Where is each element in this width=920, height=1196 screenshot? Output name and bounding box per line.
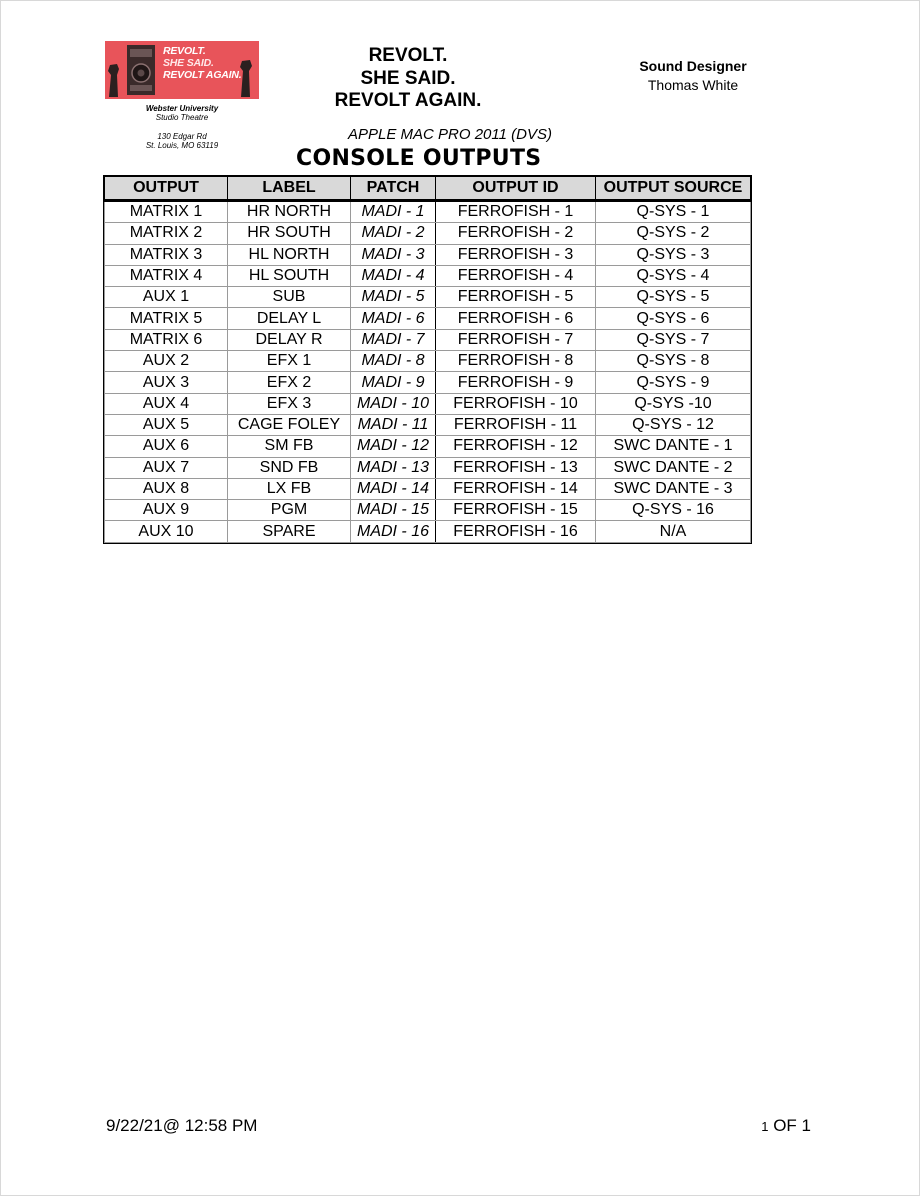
cell-label: LX FB xyxy=(228,478,351,499)
designer-role: Sound Designer xyxy=(639,58,747,74)
footer-timestamp: 9/22/21@ 12:58 PM xyxy=(106,1116,258,1135)
cell-output-id: FERROFISH - 4 xyxy=(436,265,596,286)
show-logo xyxy=(105,41,259,99)
cell-output-id: FERROFISH - 2 xyxy=(436,223,596,244)
cell-output-id: FERROFISH - 11 xyxy=(436,414,596,435)
cell-patch: MADI - 16 xyxy=(351,521,436,542)
table-row xyxy=(105,457,751,478)
table-row xyxy=(105,478,751,499)
table-row xyxy=(105,351,751,372)
cell-output-source: Q-SYS - 2 xyxy=(596,223,751,244)
table-row xyxy=(105,265,751,286)
header-output-id: OUTPUT ID xyxy=(436,177,596,201)
page-current: 1 xyxy=(761,1119,769,1134)
cell-output: AUX 10 xyxy=(105,521,228,542)
cell-label: SUB xyxy=(228,287,351,308)
table-row xyxy=(105,393,751,414)
venue-address-line1: 130 Edgar Rd xyxy=(157,132,207,141)
cell-output-source: Q-SYS - 8 xyxy=(596,351,751,372)
cell-output: MATRIX 2 xyxy=(105,223,228,244)
cell-label: HR NORTH xyxy=(228,201,351,223)
show-title-line-3: REVOLT AGAIN. xyxy=(334,90,482,111)
cell-output: AUX 5 xyxy=(105,414,228,435)
cell-label: EFX 3 xyxy=(228,393,351,414)
table-row xyxy=(105,329,751,350)
cell-output: MATRIX 1 xyxy=(105,201,228,223)
table-row xyxy=(105,521,751,542)
cell-patch: MADI - 5 xyxy=(351,287,436,308)
cell-output-id: FERROFISH - 15 xyxy=(436,500,596,521)
show-title-line-2: SHE SAID. xyxy=(360,67,456,89)
cell-patch: MADI - 4 xyxy=(351,265,436,286)
logo-line-1: REVOLT. xyxy=(163,45,206,57)
cell-label: EFX 1 xyxy=(228,351,351,372)
cell-output-source: Q-SYS - 9 xyxy=(596,372,751,393)
table-row xyxy=(105,372,751,393)
cell-patch: MADI - 7 xyxy=(351,329,436,350)
console-outputs-table xyxy=(104,176,751,543)
designer-block xyxy=(600,57,786,95)
cell-label: EFX 2 xyxy=(228,372,351,393)
cell-output-id: FERROFISH - 3 xyxy=(436,244,596,265)
cell-patch: MADI - 8 xyxy=(351,351,436,372)
cell-output: AUX 7 xyxy=(105,457,228,478)
show-title xyxy=(298,45,518,113)
cell-output-id: FERROFISH - 12 xyxy=(436,436,596,457)
cell-label: HL NORTH xyxy=(228,244,351,265)
table-row xyxy=(105,287,751,308)
table-row xyxy=(105,223,751,244)
cell-output: AUX 1 xyxy=(105,287,228,308)
cell-output: MATRIX 6 xyxy=(105,329,228,350)
cell-output-id: FERROFISH - 6 xyxy=(436,308,596,329)
cell-patch: MADI - 10 xyxy=(351,393,436,414)
cell-output-source: SWC DANTE - 1 xyxy=(596,436,751,457)
cell-output-id: FERROFISH - 10 xyxy=(436,393,596,414)
header-output-source: OUTPUT SOURCE xyxy=(596,177,751,201)
table-row xyxy=(105,201,751,223)
cell-output-id: FERROFISH - 7 xyxy=(436,329,596,350)
cell-output-source: Q-SYS - 5 xyxy=(596,287,751,308)
logo-line-2: SHE SAID. xyxy=(163,57,214,69)
header-output: OUTPUT xyxy=(105,177,228,201)
cell-patch: MADI - 3 xyxy=(351,244,436,265)
cell-output: AUX 4 xyxy=(105,393,228,414)
cell-patch: MADI - 11 xyxy=(351,414,436,435)
header-patch: PATCH xyxy=(351,177,436,201)
cell-output-source: Q-SYS -10 xyxy=(596,393,751,414)
cell-output-source: Q-SYS - 3 xyxy=(596,244,751,265)
cell-output: AUX 9 xyxy=(105,500,228,521)
venue-space: Studio Theatre xyxy=(155,113,209,122)
cell-patch: MADI - 13 xyxy=(351,457,436,478)
cell-output: MATRIX 3 xyxy=(105,244,228,265)
cell-output: AUX 6 xyxy=(105,436,228,457)
cell-patch: MADI - 1 xyxy=(351,201,436,223)
cell-output-id: FERROFISH - 16 xyxy=(436,521,596,542)
cell-output-source: Q-SYS - 7 xyxy=(596,329,751,350)
table-row xyxy=(105,436,751,457)
computer-label: APPLE MAC PRO 2011 (DVS) xyxy=(348,126,552,143)
table-row xyxy=(105,414,751,435)
table-row xyxy=(105,308,751,329)
cell-output-source: Q-SYS - 4 xyxy=(596,265,751,286)
cell-patch: MADI - 12 xyxy=(351,436,436,457)
cell-output-source: Q-SYS - 6 xyxy=(596,308,751,329)
table-row xyxy=(105,500,751,521)
cell-patch: MADI - 9 xyxy=(351,372,436,393)
cell-output-id: FERROFISH - 1 xyxy=(436,201,596,223)
table-header-row xyxy=(105,177,751,201)
cell-patch: MADI - 6 xyxy=(351,308,436,329)
cell-label: DELAY R xyxy=(228,329,351,350)
cell-output-source: Q-SYS - 1 xyxy=(596,201,751,223)
sheet-title: CONSOLE OUTPUTS xyxy=(296,146,542,171)
cell-output-source: N/A xyxy=(596,521,751,542)
cell-output: AUX 3 xyxy=(105,372,228,393)
cell-label: HL SOUTH xyxy=(228,265,351,286)
cell-output: MATRIX 5 xyxy=(105,308,228,329)
cell-label: SM FB xyxy=(228,436,351,457)
cell-output-source: SWC DANTE - 2 xyxy=(596,457,751,478)
cell-label: HR SOUTH xyxy=(228,223,351,244)
cell-output-source: SWC DANTE - 3 xyxy=(596,478,751,499)
cell-output-id: FERROFISH - 13 xyxy=(436,457,596,478)
cell-output-id: FERROFISH - 5 xyxy=(436,287,596,308)
cell-label: SPARE xyxy=(228,521,351,542)
cell-output-id: FERROFISH - 9 xyxy=(436,372,596,393)
show-title-line-1: REVOLT. xyxy=(368,45,448,66)
cell-patch: MADI - 14 xyxy=(351,478,436,499)
cell-label: SND FB xyxy=(228,457,351,478)
cell-label: CAGE FOLEY xyxy=(228,414,351,435)
venue-name: Webster University xyxy=(145,104,219,113)
venue-address-line2: St. Louis, MO 63119 xyxy=(145,141,219,150)
cell-patch: MADI - 15 xyxy=(351,500,436,521)
cell-patch: MADI - 2 xyxy=(351,223,436,244)
cell-output: MATRIX 4 xyxy=(105,265,228,286)
cell-label: PGM xyxy=(228,500,351,521)
logo-wordmark xyxy=(163,45,241,81)
footer-page-number xyxy=(761,1116,811,1136)
cell-output: AUX 8 xyxy=(105,478,228,499)
cell-output-source: Q-SYS - 12 xyxy=(596,414,751,435)
cell-label: DELAY L xyxy=(228,308,351,329)
cell-output: AUX 2 xyxy=(105,351,228,372)
page-total: OF 1 xyxy=(768,1116,811,1135)
header-label: LABEL xyxy=(228,177,351,201)
table-row xyxy=(105,244,751,265)
cell-output-id: FERROFISH - 8 xyxy=(436,351,596,372)
table-body xyxy=(105,201,751,543)
logo-line-3: REVOLT AGAIN. xyxy=(163,69,242,81)
designer-name: Thomas White xyxy=(647,77,739,93)
cell-output-id: FERROFISH - 14 xyxy=(436,478,596,499)
cell-output-source: Q-SYS - 16 xyxy=(596,500,751,521)
